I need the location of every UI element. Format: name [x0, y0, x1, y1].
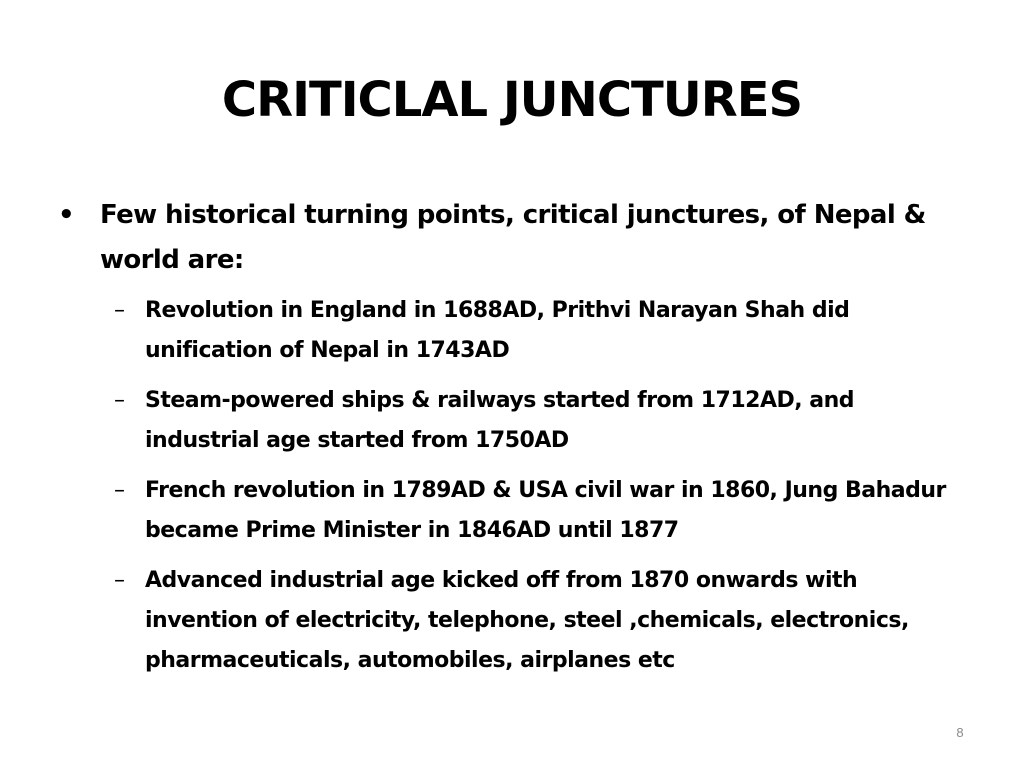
slide-title: CRITICLAL JUNCTURES — [221, 72, 803, 128]
dash-marker: – — [114, 478, 125, 503]
sub-bullet-text: French revolution in 1789AD & USA civil war in 1860, Jung Bahadur became Prime Minister in 1846AD until 1877 — [145, 478, 946, 543]
bullet-marker: • — [58, 200, 75, 230]
sub-bullet-text: Advanced industrial age kicked off from 1870 onwards with invention of electricity, telephone, steel ,chemicals, electronics, pharmaceuticals, automobiles, airplanes etc — [145, 568, 909, 673]
sub-bullet-item — [114, 291, 968, 371]
slide-content — [58, 193, 968, 691]
sub-bullet-item — [114, 561, 968, 681]
dash-marker: – — [114, 568, 125, 593]
main-bullet-text: Few historical turning points, critical junctures, of Nepal & world are: — [100, 200, 926, 275]
dash-marker: – — [114, 388, 125, 413]
sub-bullet-text: Revolution in England in 1688AD, Prithvi Narayan Shah did unification of Nepal in 1743AD — [145, 298, 850, 363]
dash-marker: – — [114, 298, 125, 323]
sub-bullet-text: Steam-powered ships & railways started from 1712AD, and industrial age started from 1750AD — [145, 388, 855, 453]
sub-bullet-list — [58, 291, 968, 681]
sub-bullet-item — [114, 471, 968, 551]
main-bullet — [58, 193, 968, 283]
sub-bullet-item — [114, 381, 968, 461]
page-number: 8 — [956, 725, 964, 740]
